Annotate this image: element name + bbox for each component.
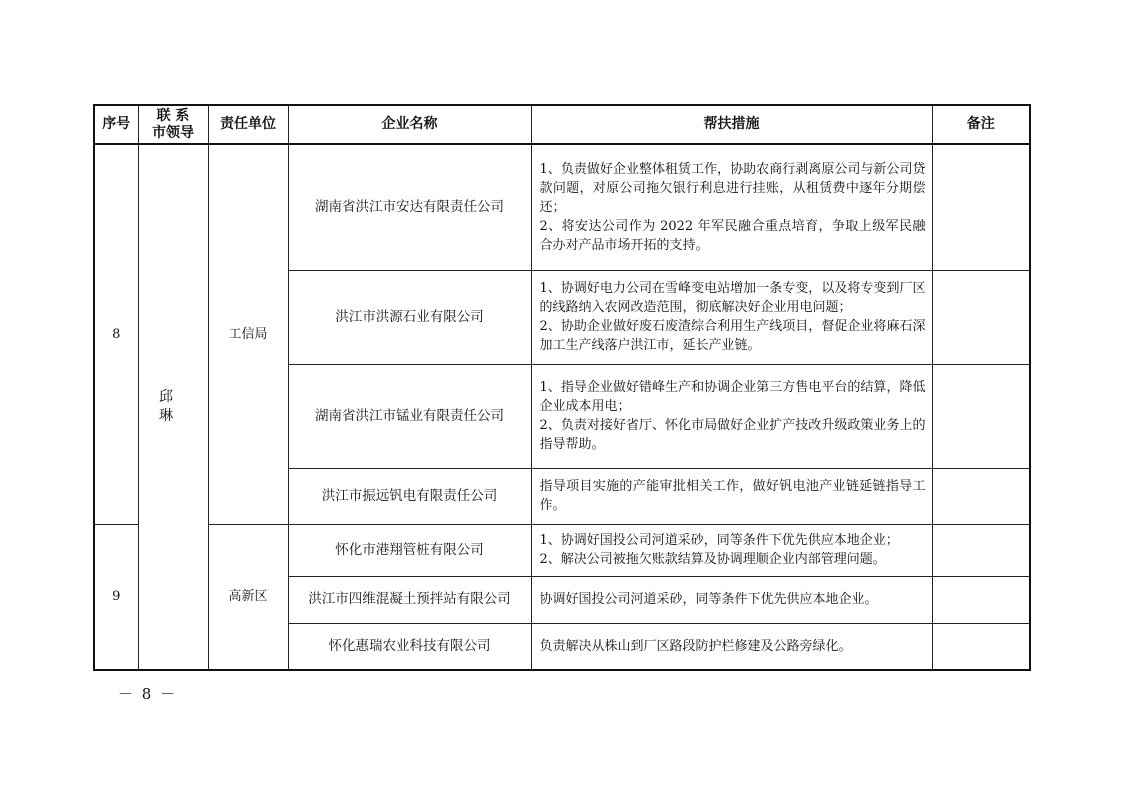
seq-cell: 8 (94, 144, 138, 524)
measure-line: 指导项目实施的产能审批相关工作，做好钒电池产业链延链指导工作。 (539, 479, 926, 513)
header-row (94, 105, 1030, 144)
unit-cell: 高新区 (208, 524, 288, 670)
measure-line: 2、协助企业做好废石废渣综合利用生产线项目，督促企业将麻石深加工生产线落户洪江市，延长产业链。 (539, 319, 926, 353)
header-seq: 序号 (94, 105, 138, 144)
measures-cell (531, 144, 932, 270)
measures-cell (531, 623, 932, 670)
company-cell: 湖南省洪江市锰业有限责任公司 (288, 364, 531, 468)
measure-line: 负责解决从株山到厂区路段防护栏修建及公路旁绿化。 (539, 638, 852, 654)
remarks-cell (932, 364, 1030, 468)
measure-line: 1、协调好国投公司河道采砂，同等条件下优先供应本地企业； (539, 533, 899, 548)
header-leader-text: 联 系 市领导 (152, 107, 194, 141)
remarks-cell (932, 468, 1030, 524)
leader-cell (138, 144, 208, 670)
company-cell: 湖南省洪江市安达有限责任公司 (288, 144, 531, 270)
company-cell: 怀化惠瑞农业科技有限公司 (288, 623, 531, 670)
header-measures: 帮扶措施 (531, 105, 932, 144)
remarks-cell (932, 576, 1030, 623)
page-number: － 8 － (118, 685, 178, 703)
leader-name: 邱 琳 (159, 389, 187, 424)
header-company: 企业名称 (288, 105, 531, 144)
measures-cell (531, 364, 932, 468)
unit-cell: 工信局 (208, 144, 288, 524)
remarks-cell (932, 524, 1030, 576)
company-cell: 洪江市振远钒电有限责任公司 (288, 468, 531, 524)
support-measures-table (93, 104, 1031, 671)
company-cell: 洪江市四维混凝土预拌站有限公司 (288, 576, 531, 623)
measure-line: 2、将安达公司作为 2022 年军民融合重点培育，争取上级军民融合办对产品市场开拓的支持。 (539, 218, 926, 253)
header-remarks: 备注 (932, 105, 1030, 144)
remarks-cell (932, 623, 1030, 670)
header-leader (138, 105, 208, 144)
measure-line: 1、协调好电力公司在雪峰变电站增加一条专变，以及将专变到厂区的线路纳入农网改造范围，彻底解决好企业用电问题； (539, 281, 926, 315)
measures-cell (531, 524, 932, 576)
table-row (94, 144, 1030, 270)
measure-line: 1、负责做好企业整体租赁工作，协助农商行剥离原公司与新公司贷款问题，对原公司拖欠银行利息进行挂账，从租赁费中逐年分期偿还； (539, 161, 926, 215)
company-cell: 怀化市港翔管桩有限公司 (288, 524, 531, 576)
seq-cell: 9 (94, 524, 138, 670)
measure-line: 1、指导企业做好错峰生产和协调企业第三方售电平台的结算，降低企业成本用电； (539, 380, 926, 414)
table-row (94, 524, 1030, 576)
measure-line: 2、负责对接好省厅、怀化市局做好企业扩产技改升级政策业务上的指导帮助。 (539, 418, 926, 452)
measures-cell (531, 270, 932, 364)
header-unit: 责任单位 (208, 105, 288, 144)
remarks-cell (932, 270, 1030, 364)
measures-cell (531, 468, 932, 524)
company-cell: 洪江市洪源石业有限公司 (288, 270, 531, 364)
measure-line: 2、解决公司被拖欠账款结算及协调理顺企业内部管理问题。 (539, 552, 886, 567)
measures-cell (531, 576, 932, 623)
measure-line: 协调好国投公司河道采砂，同等条件下优先供应本地企业。 (539, 592, 878, 607)
remarks-cell (932, 144, 1030, 270)
